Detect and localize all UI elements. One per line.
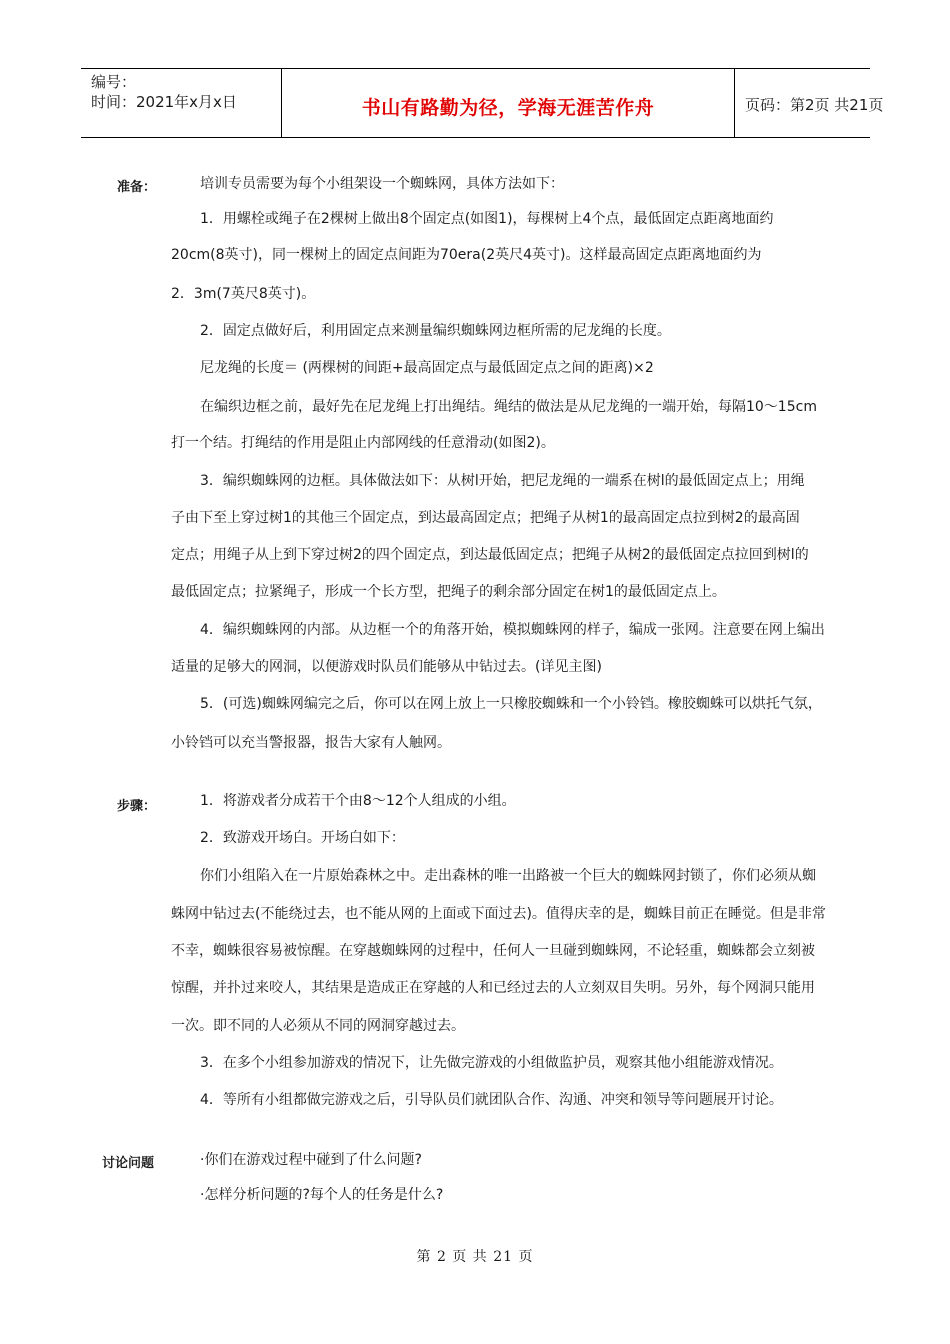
steps-section-label: 步骤： bbox=[117, 799, 157, 814]
steps-line: 3．在多个小组参加游戏的情况下，让先做完游戏的小组做监护员，观察其他小组能游戏情况。 bbox=[200, 1055, 783, 1071]
prep-line: 4．编织蜘蛛网的内部。从边框一个的角落开始，模拟蜘蛛网的样子，编成一张网。注意要在网上编出 bbox=[200, 622, 825, 638]
prep-line: 小铃铛可以充当警报器，报告大家有人触网。 bbox=[171, 735, 451, 751]
prep-line: 在编织边框之前，最好先在尼龙绳上打出绳结。绳结的做法是从尼龙绳的一端开始，每隔10～15cm bbox=[200, 399, 817, 415]
discussion-section-label: 讨论问题 bbox=[102, 1156, 155, 1171]
header-meta-cell bbox=[81, 69, 281, 137]
prep-line: 打一个结。打绳结的作用是阻止内部网线的任意滑动(如图2)。 bbox=[171, 435, 555, 451]
prep-line: 5．(可选)蜘蛛网编完之后，你可以在网上放上一只橡胶蜘蛛和一个小铃铛。橡胶蜘蛛可以烘托气氛， bbox=[200, 696, 822, 712]
header-page-number: 页码：第2页 共21页 bbox=[745, 96, 884, 114]
prep-line: 定点；用绳子从上到下穿过树2的四个固定点，到达最低固定点；把绳子从树2的最低固定点拉回到树l的 bbox=[171, 547, 809, 563]
prep-line: 培训专员需要为每个小组架设一个蜘蛛网，具体方法如下： bbox=[200, 176, 564, 192]
document-time-label: 时间：2021年x月x日 bbox=[91, 93, 237, 111]
prep-line: 3．编织蜘蛛网的边框。具体做法如下：从树l开始，把尼龙绳的一端系在树l的最低固定点上；用绳 bbox=[200, 473, 805, 489]
discussion-question: ·你们在游戏过程中碰到了什么问题? bbox=[200, 1152, 422, 1168]
steps-line: 不幸，蜘蛛很容易被惊醒。在穿越蜘蛛网的过程中，任何人一旦碰到蜘蛛网，不论轻重，蜘蛛都会立刻被 bbox=[171, 943, 815, 959]
prep-line: 20cm(8英寸)，同一棵树上的固定点间距为70era(2英尺4英寸)。这样最高固定点距离地面约为 bbox=[171, 247, 762, 263]
header-page-cell bbox=[734, 69, 884, 137]
steps-line: 惊醒，并扑过来咬人，其结果是造成正在穿越的人和已经过去的人立刻双目失明。另外，每个网洞只能用 bbox=[171, 980, 815, 996]
steps-line: 4．等所有小组都做完游戏之后，引导队员们就团队合作、沟通、冲突和领导等问题展开讨论。 bbox=[200, 1092, 783, 1108]
steps-line: 1．将游戏者分成若干个由8～12个人组成的小组。 bbox=[200, 793, 516, 809]
steps-line: 一次。即不同的人必须从不同的网洞穿越过去。 bbox=[171, 1018, 465, 1034]
page-footer: 第 2 页 共 21 页 bbox=[416, 1249, 534, 1265]
steps-line: 蛛网中钻过去(不能绕过去，也不能从网的上面或下面过去)。值得庆幸的是，蜘蛛目前正在睡觉。但是非常 bbox=[171, 906, 826, 922]
document-header bbox=[81, 68, 884, 138]
prep-line: 1．用螺栓或绳子在2棵树上做出8个固定点(如图1)，每棵树上4个点，最低固定点距离地面约 bbox=[200, 211, 774, 227]
steps-line: 2．致游戏开场白。开场白如下： bbox=[200, 830, 405, 846]
prep-line: 2．固定点做好后，利用固定点来测量编织蜘蛛网边框所需的尼龙绳的长度。 bbox=[200, 323, 671, 339]
steps-line: 你们小组陷入在一片原始森林之中。走出森林的唯一出路被一个巨大的蜘蛛网封锁了，你们必须从蜘 bbox=[200, 868, 816, 884]
header-motto: 书山有路勤为径，学海无涯苦作舟 bbox=[361, 97, 655, 119]
prep-line: 2．3m(7英尺8英寸)。 bbox=[171, 286, 316, 302]
header-motto-cell bbox=[281, 69, 735, 137]
prep-line: 尼龙绳的长度＝ (两棵树的间距+最高固定点与最低固定点之间的距离)×2 bbox=[200, 360, 654, 376]
prep-line: 适量的足够大的网洞，以便游戏时队员们能够从中钻过去。(详见主图) bbox=[171, 659, 602, 675]
prep-section-label: 准备： bbox=[117, 180, 157, 195]
document-number-label: 编号： bbox=[91, 73, 137, 91]
prep-line: 子由下至上穿过树1的其他三个固定点，到达最高固定点；把绳子从树1的最高固定点拉到树2的最高固 bbox=[171, 510, 800, 526]
prep-line: 最低固定点；拉紧绳子，形成一个长方型，把绳子的剩余部分固定在树1的最低固定点上。 bbox=[171, 584, 726, 600]
discussion-question: ·怎样分析问题的?每个人的任务是什么? bbox=[200, 1187, 444, 1203]
